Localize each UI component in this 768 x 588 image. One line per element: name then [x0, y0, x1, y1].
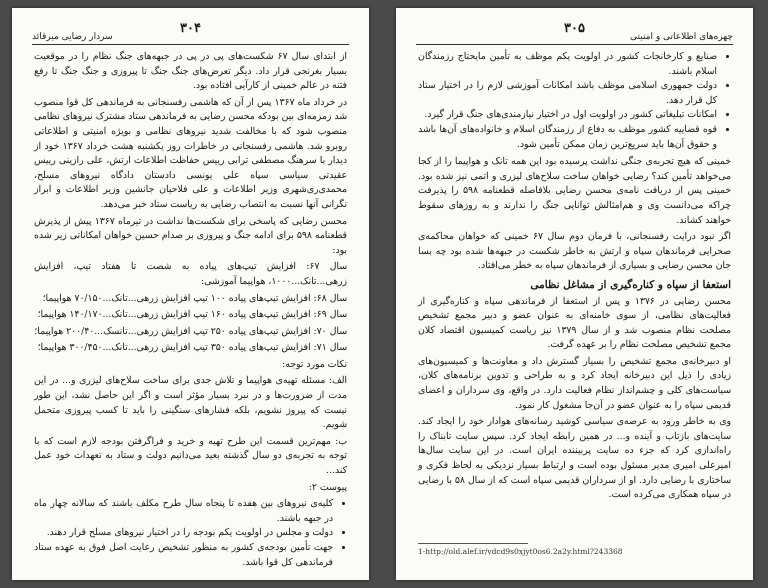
list-item: • کلیه‌ی نیروهای بین هفده تا پنجاه سال طرح مکلف باشند که سالانه چهار ماه در جبهه باشند.	[34, 497, 333, 526]
paragraph: سال ۶۸: افزایش تیپ‌های پیاده ۱۰۰ تیپ افزایش زرهی...تانک...۷۰/۱۵۰ هواپیما؛	[42, 292, 347, 304]
paragraph: پیوست ۲:	[308, 481, 347, 493]
paragraph: سال ۷۱: افزایش تیپ‌های پیاده ۳۵۰ تیپ افزایش زرهی...تانک...۳۰۰/۴۵۰ هواپیما؛	[37, 342, 347, 354]
paragraph: وی به خاطر ورود به عرصه‌ی سیاسی کوشید رسانه‌های هوادار خود را ایجاد کند. سایت‌های بازتاب و آینده و... در همین رابطه ایجاد کرد. سپس سایت تابناک را راه‌اندازی کرد که جزء ده سایت پربیننده ایران است. در این سایت سال‌ها امیرعلی امیری مدیر مسئول بوده است و ارتباط بسیار نزدیکی به لحاظ فکری و ساختاری با رضایی دارد. او از سرداران قدیمی سپاه است که از سال ۵۸ با رضایی در سپاه همکاری می‌کرده است.	[418, 416, 731, 501]
right-page	[396, 8, 753, 580]
footnote-divider	[418, 543, 528, 544]
right-page-header	[416, 18, 733, 45]
left-page-header	[32, 18, 349, 45]
list-item: • صنایع و کارخانجات کشور در اولویت یکم موظف به تأمین مایحتاج رزمندگان اسلام باشند.	[418, 50, 717, 79]
paragraph: از ابتدای سال ۶۷ شکست‌های پی در پی در جبهه‌های جنگ نظام را در موقعیت بسیار بغرنجی قرار داد. دیگر تعرض‌های جنگ جنگ تا پیروزی و جنگ جنگ تا رفع فتنه در عالم خمینی از کارآیی افتاده بود.	[34, 51, 348, 92]
right-page-number: ۳۰۵	[564, 21, 585, 36]
list-item: • امکانات تبلیغاتی کشور در اولویت اول در اختیار نیازمندی‌های جنگ قرار گیرد.	[418, 108, 717, 123]
bullet-list	[418, 50, 731, 152]
left-running-head: سردار رضایی میرقائد	[32, 32, 113, 42]
left-page-body	[34, 50, 347, 573]
paragraph: سال ۷۰: افزایش تیپ‌های پیاده ۲۵۰ تیپ افزایش زرهی...تانسک...۲۰۰/۴۰ هواپیما؛	[34, 325, 347, 337]
paragraph: نکات مورد توجه:	[282, 358, 347, 370]
paragraph: محسن رضایی در ۱۳۷۶ و پس از استعفا از فرماندهی سپاه و کناره‌گیری از فعالیت‌های نظامی، از سوی خامنه‌ای به عنوان عضو و دبیر مجمع تشخیص مصلحت نظام منصوب شد و از سال ۱۳۷۹ نیز ریاست کمیسیون اقتصاد کلان مجمع تشخیص مصلحت نظام را بر عهده گرفت.	[418, 295, 731, 351]
list-item: • قوه قضاییه کشور موظف به دفاع از رزمندگان اسلام و خانواده‌های آن‌ها باشد و حقوق آن‌ها باید سریع‌ترین زمان ممکن تأمین شود.	[418, 123, 717, 152]
list-item: • جهت تأمین بودجه‌ی کشور به منظور تشخیص رعایت اصل فوق به عهده ستاد فرماندهی کل قوا باشد.	[34, 541, 333, 570]
section-title: استعفا از سپاه و کناره‌گیری از مشاغل نظامی	[530, 278, 731, 291]
footnote: 1-http://old.alef.ir/vdcd9s0xjyt0os6.2a2y.html?243368	[418, 547, 623, 556]
paragraph: اگر نبود درایت رفسنجانی، با فرمان دوم سال ۶۷ خمینی که خواهان محاکمه‌ی صحرایی فرماندهان سپاه و ارتش به خاطر شکست در جبهه‌ها شده بود چه بسا جان محسن رضایی و بسیاری از فرماندهان سپاه به خطر می‌افتاد.	[418, 231, 731, 272]
paragraph: خمینی که هیچ تجربه‌ی جنگی نداشت پرسیده بود این همه تانک و هواپیما را از کجا می‌خواهد تأمین کند؟ رضایی خواهان ساخت سلاح‌های لیزری و اتمی نیز شده بود. خمینی پس از دریافت نامه‌ی محسن رضایی بلافاصله قطعنامه ۵۹۸ را پذیرفت چراکه می‌دانست وی و هم‌امثالش توانایی جنگ را ندارند و به روزهای سقوط خواهند کشاند.	[418, 156, 731, 226]
left-page	[12, 8, 369, 580]
list-item: • دولت و مجلس در اولویت یکم بودجه را در اختیار نیروهای مسلح قرار دهند.	[34, 526, 333, 541]
paragraph: سال ۶۹: افزایش تیپ‌های پیاده ۱۶۰ تیپ افزایش زرهی...تانک...۱۴۰/۱۷۰ هواپیما؛	[37, 309, 347, 321]
paragraph: محسن رضایی که پاسخی برای شکست‌ها نداشت در تیرماه ۱۳۶۷ پیش از پذیرش قطعنامه ۵۹۸ برای ادامه جنگ و پیروزی بر صدام حسین خواهان امکاناتی زیر شده بود:	[34, 215, 348, 256]
paragraph: الف: مسئله تهیه‌ی هواپیما و تلاش جدی برای ساخت سلاح‌های لیزری و... در این مدت از ضرورت‌ها و در نبرد بسیار مؤثر است و اگر این حاصل نشد، این طور نیست که پیروز نشویم، بلکه فشارهای سنگینی را باید تا کسب پیروزی متحمل شویم.	[34, 375, 347, 431]
paragraph: او دبیرخانه‌ی مجمع تشخیص را بسیار گسترش داد و معاونت‌ها و کمیسیون‌های زیادی را ذیل این دبیرخانه ایجاد کرد و به طراحی و تدوین برنامه‌های کلان، سیاست‌های کلی و چشم‌انداز نظام فعالیت دارد. در واقع، وی سرداران و اعضای قدیمی سپاه را به عنوان عضو در آن‌جا مشغول کار نمود.	[418, 355, 731, 411]
right-running-head: چهره‌های اطلاعاتی و امنیتی	[630, 32, 733, 42]
paragraph: ب: مهم‌ترین قسمت این طرح تهیه و خرید و فراگرفتن بودجه لازم است که با توجه به تجربه‌ی دو سال گذشته بعید می‌دانیم دولت و ستاد به تعهدات خود عمل کند...	[34, 435, 347, 477]
list-item: • دولت جمهوری اسلامی موظف باشد امکانات آموزشی لازم را در اختیار ستاد کل قرار دهد.	[418, 79, 717, 108]
paragraph: سال ۶۷: افزایش تیپ‌های پیاده به شصت تا هفتاد تیپ، افزایش زرهی...تانک...۱۰۰۰، هواپیما آموزشی:	[34, 261, 347, 287]
bullet-list	[34, 497, 347, 570]
left-page-number: ۳۰۴	[180, 21, 201, 36]
paragraph: در خرداد ماه ۱۳۶۷ پس از آن که هاشمی رفسنجانی به فرماندهی کل قوا منصوب شد زمزمه‌ای بین بودکه محسن رضایی به فرماندهی ستاد مشترک نیروهای نظامی منصوب شود که با مخالفت شدید نیروهای نظامی و بویژه امنیتی و اطلاعاتی روبرو شد. هاشمی رفسنجانی در خاطرات روز یکشنبه هشت خرداد ۱۳۶۷ خود از دیدار با سرهنگ مصطفی ترابی رییس حفاظت اطلاعات ارتش، علی رازینی رییس عقیدتی سیاسی سپاه علی یونسی دادستان دادگاه نیروهای مسلح، محمدی‌ری‌شهری وزیر اطلاعات و علی فلاحیان جانشین وزیر اطلاعات و ابراز نگرانی آنها نسبت به انتصاب رضایی به ریاست ستاد خبر می‌دهد.	[34, 96, 347, 210]
right-page-body	[418, 50, 731, 505]
